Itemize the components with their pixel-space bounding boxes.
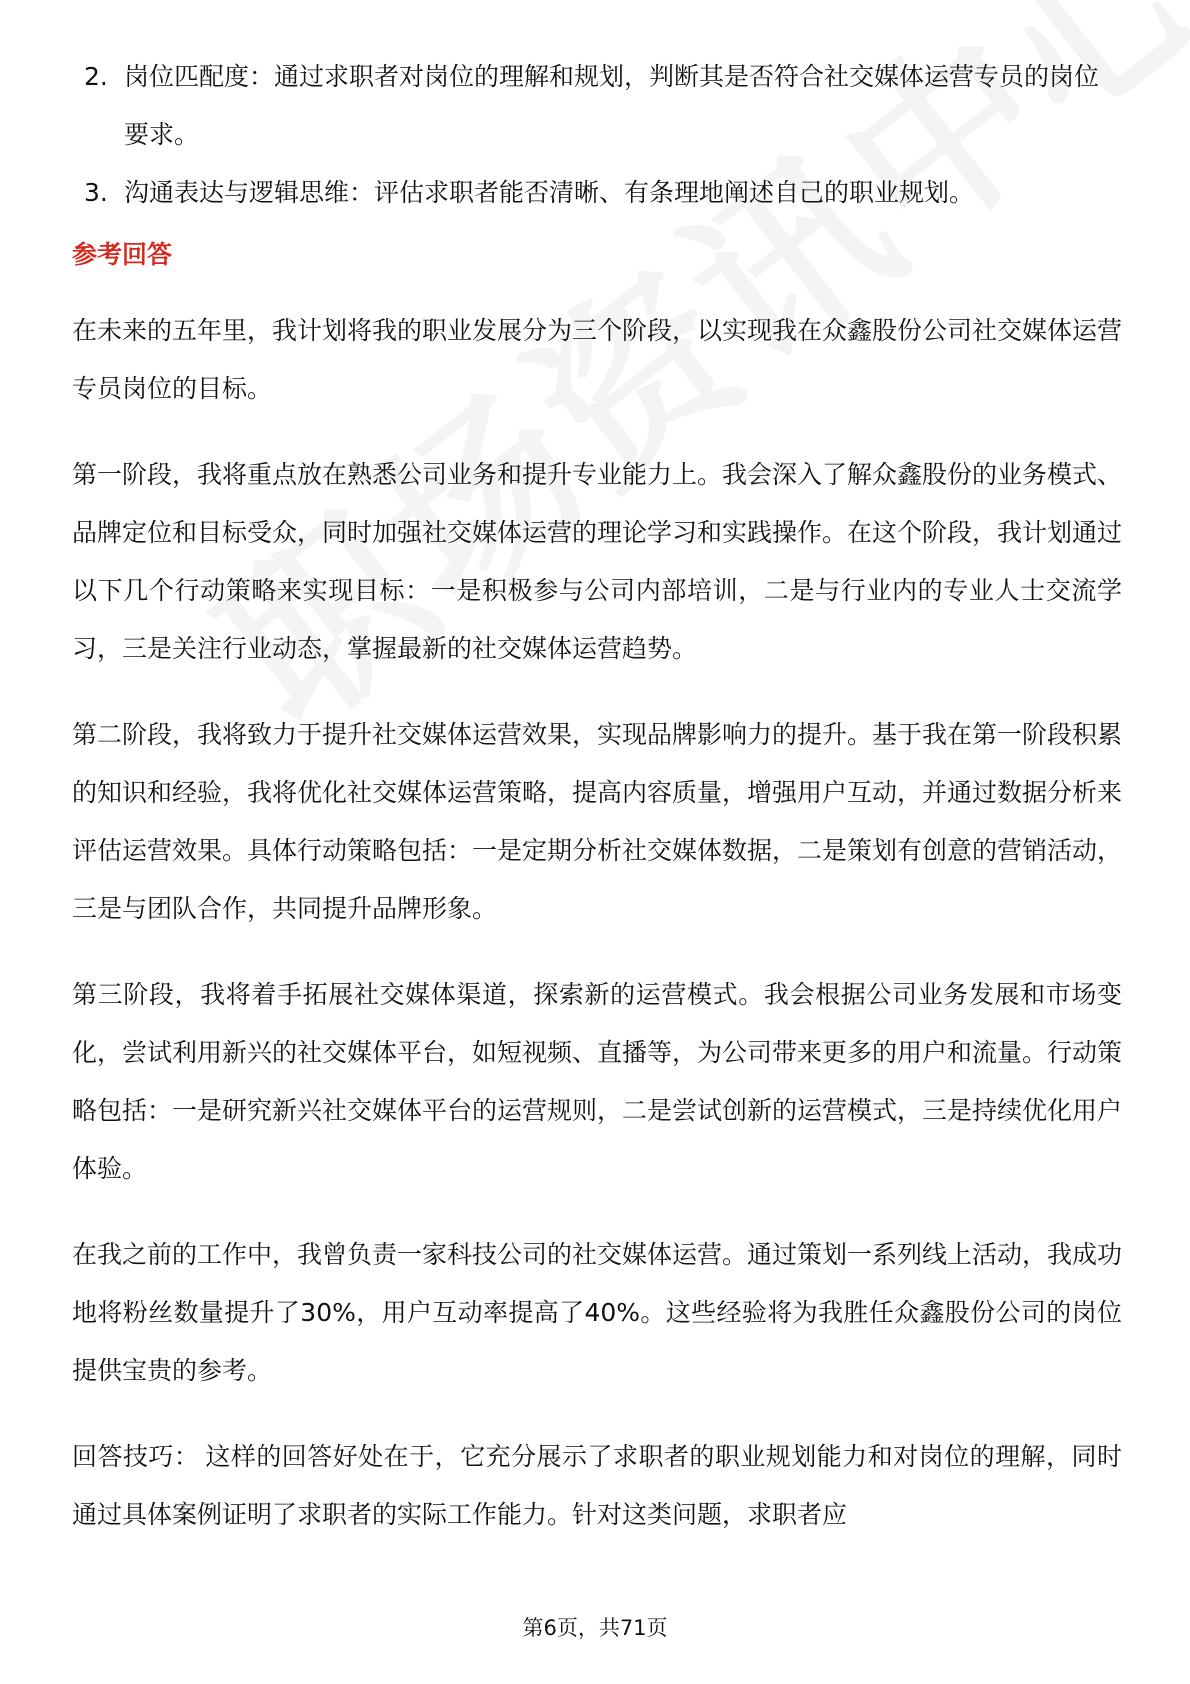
reference-answer-heading: 参考回答 bbox=[72, 240, 173, 269]
list-item bbox=[72, 48, 1122, 164]
list-item bbox=[72, 164, 1122, 222]
answer-tips-text: 这样的回答好处在于，它充分展示了求职者的职业规划能力和对岗位的理解，同时通过具体案例证明了求职者的实际工作能力。针对这类问题，求职者应 bbox=[72, 1442, 1122, 1529]
answer-paragraph: 在我之前的工作中，我曾负责一家科技公司的社交媒体运营。通过策划一系列线上活动，我成功地将粉丝数量提升了30%，用户互动率提高了40%。这些经验将为我胜任众鑫股份公司的岗位提供宝贵的参考。 bbox=[72, 1240, 1123, 1385]
list-item-number: 3. bbox=[84, 178, 108, 207]
answer-paragraph: 第二阶段，我将致力于提升社交媒体运营效果，实现品牌影响力的提升。基于我在第一阶段积累的知识和经验，我将优化社交媒体运营策略，提高内容质量，增强用户互动，并通过数据分析来评估运营效果。具体行动策略包括：一是定期分析社交媒体数据，二是策划有创意的营销活动，三是与团队合作，共同提升品牌形象。 bbox=[72, 720, 1123, 923]
answer-paragraph: 在未来的五年里，我计划将我的职业发展分为三个阶段，以实现我在众鑫股份公司社交媒体运营专员岗位的目标。 bbox=[72, 316, 1123, 403]
list-item-text: 通过求职者对岗位的理解和规划，判断其是否符合社交媒体运营专员的岗位要求。 bbox=[124, 62, 1100, 149]
page-content bbox=[72, 48, 1122, 1572]
list-item-label: 沟通表达与逻辑思维： bbox=[124, 178, 375, 207]
list-item-number: 2. bbox=[84, 62, 108, 91]
list-item-label: 岗位匹配度： bbox=[124, 62, 275, 91]
answer-tips-label: 回答技巧： bbox=[72, 1442, 200, 1471]
list-item-text: 评估求职者能否清晰、有条理地阐述自己的职业规划。 bbox=[374, 178, 975, 207]
answer-paragraph: 第一阶段，我将重点放在熟悉公司业务和提升专业能力上。我会深入了解众鑫股份的业务模式、品牌定位和目标受众，同时加强社交媒体运营的理论学习和实践操作。在这个阶段，我计划通过以下几个行动策略来实现目标：一是积极参与公司内部培训，二是与行业内的专业人士交流学习，三是关注行业动态，掌握最新的社交媒体运营趋势。 bbox=[72, 460, 1123, 663]
answer-paragraph: 第三阶段，我将着手拓展社交媒体渠道，探索新的运营模式。我会根据公司业务发展和市场变化，尝试利用新兴的社交媒体平台，如短视频、直播等，为公司带来更多的用户和流量。行动策略包括：一是研究新兴社交媒体平台的运营规则，二是尝试创新的运营模式，三是持续优化用户体验。 bbox=[72, 980, 1123, 1183]
evaluation-list bbox=[72, 48, 1122, 222]
answer-tips-paragraph bbox=[72, 1428, 1122, 1544]
page-number-footer: 第6页，共71页 bbox=[522, 1616, 668, 1640]
